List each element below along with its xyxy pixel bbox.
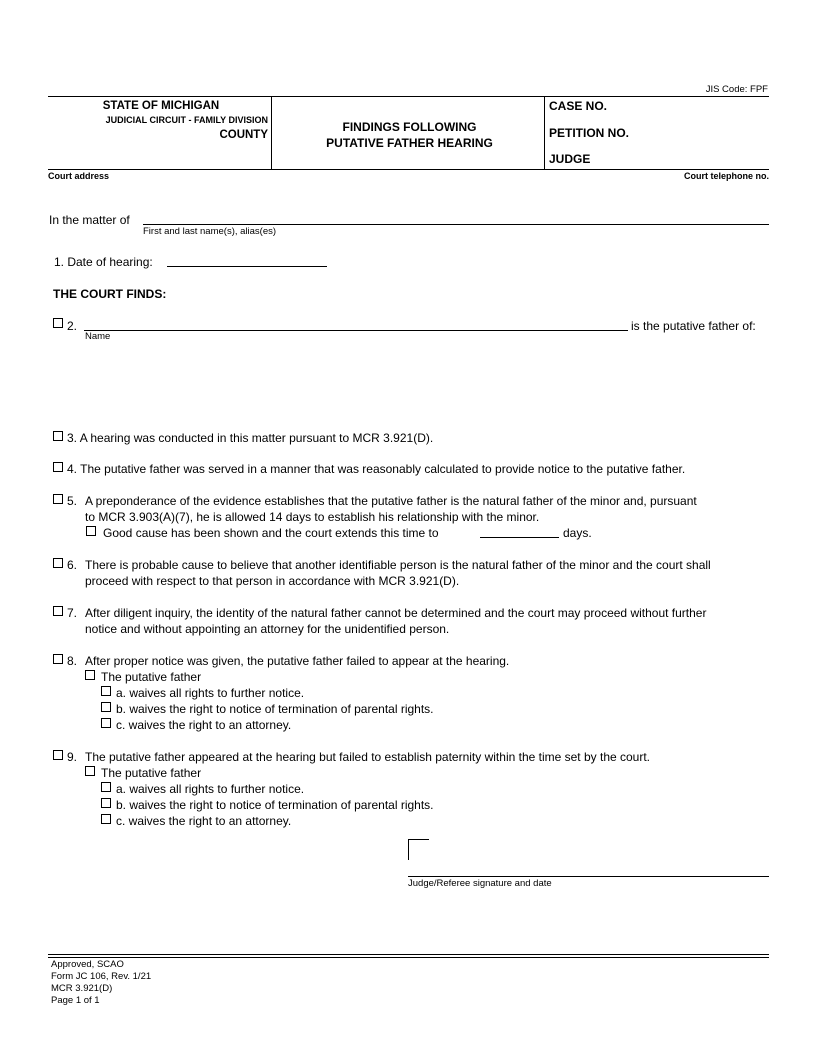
footer-rule-bottom [48, 957, 769, 958]
item3-body: A hearing was conducted in this matter pursuant to MCR 3.921(D). [79, 431, 434, 445]
item2-name-label: Name [85, 331, 111, 342]
item8-checkbox[interactable] [53, 654, 63, 664]
footer-page: Page 1 of 1 [51, 995, 100, 1006]
form-title [274, 119, 545, 151]
item9-number: 9. [67, 750, 78, 764]
item9b-checkbox[interactable] [101, 798, 111, 808]
item9b-text: b. waives the right to notice of termination of parental rights. [116, 798, 434, 812]
signature-field[interactable] [408, 876, 769, 877]
item6-line1: There is probable cause to believe that another identifiable person is the natural father of the minor and the court shall [85, 558, 711, 572]
item5-days-label: days. [563, 526, 592, 540]
item5-checkbox[interactable] [53, 494, 63, 504]
item2-checkbox[interactable] [53, 318, 63, 328]
header-top-rule [48, 96, 769, 97]
item8c-text: c. waives the right to an attorney. [116, 718, 292, 732]
state-title: STATE OF MICHIGAN [102, 100, 220, 112]
item9c-checkbox[interactable] [101, 814, 111, 824]
judge-label: JUDGE [549, 152, 591, 166]
footer-rule-top [48, 954, 769, 955]
item8a-text: a. waives all rights to further notice. [116, 686, 305, 700]
item8-sub-head: The putative father [101, 670, 202, 684]
item4-text [67, 461, 685, 478]
court-finds-heading: THE COURT FINDS: [53, 287, 167, 301]
item8c-checkbox[interactable] [101, 718, 111, 728]
footer-approved: Approved, SCAO [51, 959, 124, 970]
jis-code: JIS Code: FPF [705, 84, 768, 95]
court-phone-label: Court telephone no. [684, 171, 769, 181]
case-no-label: CASE NO. [549, 99, 608, 113]
item6-number: 6. [67, 558, 78, 572]
item8b-text: b. waives the right to notice of termination of parental rights. [116, 702, 434, 716]
matter-name-field[interactable] [143, 224, 769, 225]
putative-father-name-field[interactable] [84, 330, 628, 331]
item8a-checkbox[interactable] [101, 686, 111, 696]
item9a-text: a. waives all rights to further notice. [116, 782, 305, 796]
item9-text: The putative father appeared at the hearing but failed to establish paternity within the time set by the court. [85, 750, 651, 764]
item8-number: 8. [67, 654, 78, 668]
item5-line2: to MCR 3.903(A)(7), he is allowed 14 days to establish his relationship with the minor. [85, 510, 540, 524]
item5-good-cause-text: Good cause has been shown and the court extends this time to [103, 526, 439, 540]
header-bottom-rule [48, 169, 769, 170]
item9-putative-father-checkbox[interactable] [85, 766, 95, 776]
item6-line2: proceed with respect to that person in accordance with MCR 3.921(D). [85, 574, 460, 588]
petition-no-label: PETITION NO. [549, 126, 630, 140]
signature-corner-mark [408, 839, 429, 860]
item2-number: 2. [67, 319, 78, 333]
item9-checkbox[interactable] [53, 750, 63, 760]
item7-line1: After diligent inquiry, the identity of the natural father cannot be determined and the court may proceed without further [85, 606, 707, 620]
item8b-checkbox[interactable] [101, 702, 111, 712]
matter-label: In the matter of [49, 213, 130, 227]
form-title-line2: PUTATIVE FATHER HEARING [326, 136, 493, 150]
item5-line1: A preponderance of the evidence establishes that the putative father is the natural father of the minor and, pursuant [85, 494, 697, 508]
item3-checkbox[interactable] [53, 431, 63, 441]
footer-mcr: MCR 3.921(D) [51, 983, 113, 994]
item9c-text: c. waives the right to an attorney. [116, 814, 292, 828]
item7-line2: notice and without appointing an attorney for the unidentified person. [85, 622, 450, 636]
item4-checkbox[interactable] [53, 462, 63, 472]
item5-number: 5. [67, 494, 78, 508]
circuit-label: JUDICIAL CIRCUIT - FAMILY DIVISION [105, 115, 268, 125]
item3-number: 3. [67, 431, 78, 445]
item9-sub-head: The putative father [101, 766, 202, 780]
item9a-checkbox[interactable] [101, 782, 111, 792]
item7-number: 7. [67, 606, 78, 620]
form-title-line1: FINDINGS FOLLOWING [342, 120, 477, 134]
item5-good-cause-checkbox[interactable] [86, 526, 96, 536]
item7-checkbox[interactable] [53, 606, 63, 616]
signature-label: Judge/Referee signature and date [408, 878, 552, 889]
item3-text [67, 430, 433, 447]
item6-checkbox[interactable] [53, 558, 63, 568]
item8-putative-father-checkbox[interactable] [85, 670, 95, 680]
item4-body: The putative father was served in a manner that was reasonably calculated to provide notice to the putative father. [80, 462, 686, 476]
item2-suffix: is the putative father of: [631, 319, 756, 333]
hearing-date-label: 1. Date of hearing: [54, 255, 153, 269]
county-label: COUNTY [219, 129, 268, 141]
footer-form: Form JC 106, Rev. 1/21 [51, 971, 152, 982]
item8-text: After proper notice was given, the putative father failed to appear at the hearing. [85, 654, 510, 668]
court-address-label: Court address [48, 171, 110, 181]
extension-days-field[interactable] [480, 537, 559, 538]
hearing-date-field[interactable] [167, 266, 327, 267]
item4-number: 4. [67, 462, 78, 476]
matter-sublabel: First and last name(s), alias(es) [143, 226, 277, 237]
